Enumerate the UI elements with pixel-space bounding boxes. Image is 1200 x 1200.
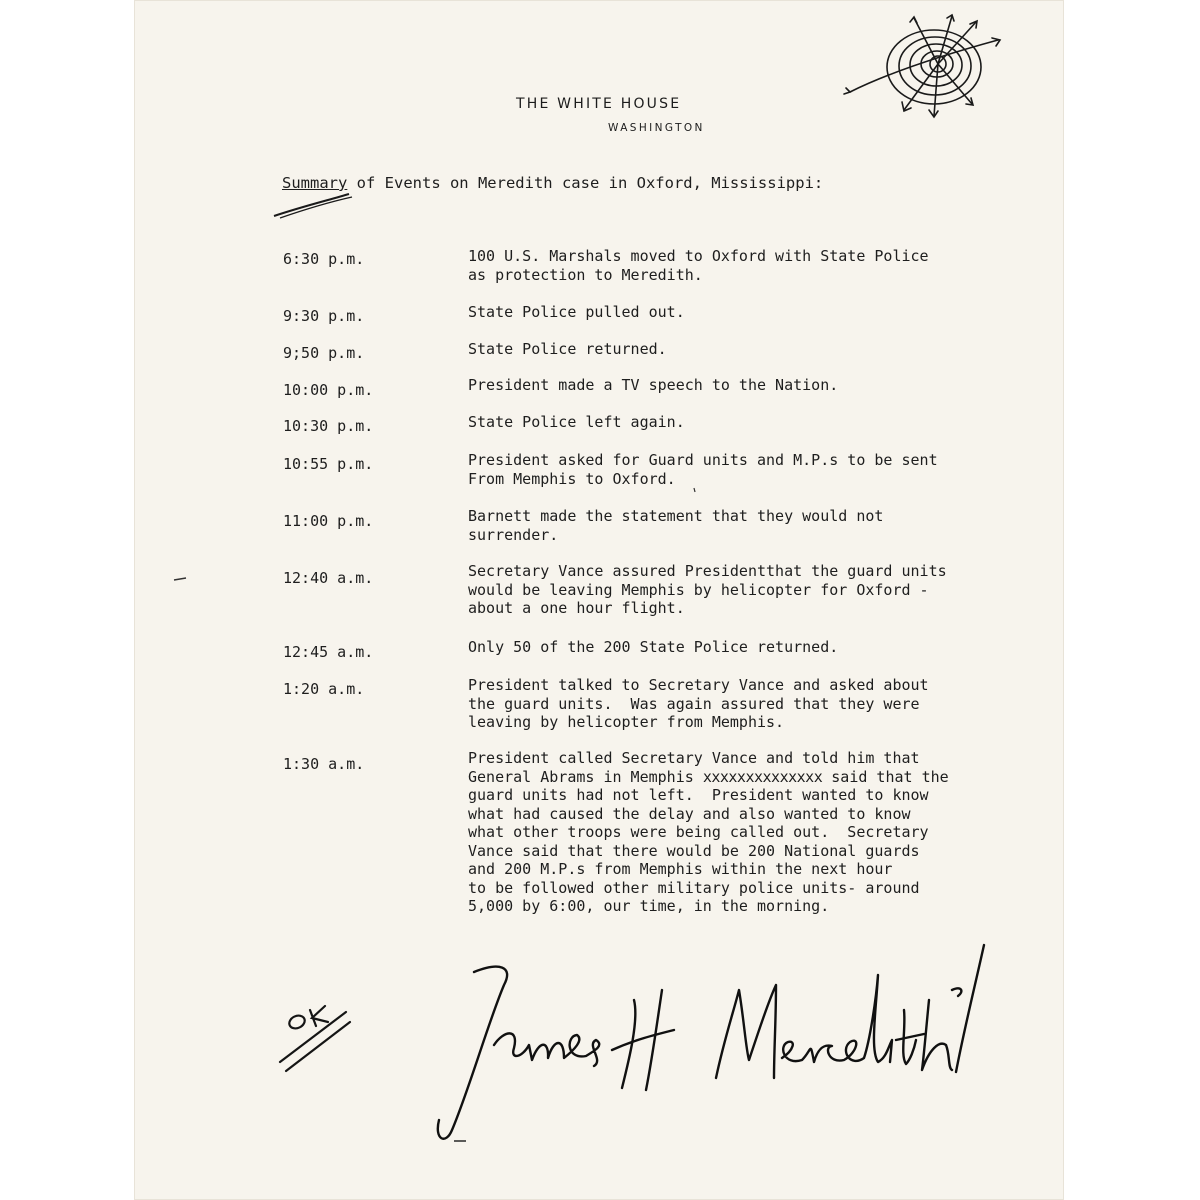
event-line: what other troops were being called out. Secretary <box>468 823 929 841</box>
event-line: President talked to Secretary Vance and asked about <box>468 676 929 694</box>
event-line: President asked for Guard units and M.P.s to be sent <box>468 451 938 469</box>
event-line: Vance said that there would be 200 National guards <box>468 841 920 860</box>
event-line: what had caused the delay and also wanted to know <box>468 804 911 823</box>
event-line: guard units had not left. President wanted to know <box>468 786 929 804</box>
letterhead-title: THE WHITE HOUSE <box>516 96 682 112</box>
event-line: surrender. <box>468 525 559 544</box>
event-line-text: said that the <box>822 767 949 786</box>
stray-marks <box>134 0 1064 1200</box>
event-time: 11:00 p.m. <box>283 512 374 530</box>
event-line: State Police pulled out. <box>468 303 685 321</box>
event-line: as protection to Meredith. <box>468 265 703 284</box>
event-line: State Police left again. <box>468 413 685 431</box>
event-line: State Police returned. <box>468 340 667 358</box>
event-line: President made a TV speech to the Nation. <box>468 376 839 394</box>
event-line: 5,000 by 6:00, our time, in the morning. <box>468 897 830 915</box>
event-line: would be leaving Memphis by helicopter for Oxford - <box>468 580 929 599</box>
event-line: Only 50 of the 200 State Police returned. <box>468 638 839 656</box>
event-line: about a one hour flight. <box>468 599 685 617</box>
letterhead-city: WASHINGTON <box>608 122 705 134</box>
event-time: 10:55 p.m. <box>283 455 374 473</box>
event-line: From Memphis to Oxford. <box>468 469 676 488</box>
event-line: the guard units. Was again assured that they were <box>468 694 920 713</box>
event-line: Secretary Vance assured Presidentthat the guard units <box>468 562 947 580</box>
event-time: 1:20 a.m. <box>283 680 365 698</box>
event-time: 10:30 p.m. <box>283 417 374 435</box>
event-line: and 200 M.P.s from Memphis within the next hour <box>468 860 893 878</box>
event-line-text: General Abrams in Memphis <box>468 767 694 786</box>
event-line: Barnett made the statement that they would not <box>468 507 884 525</box>
event-time: 12:45 a.m. <box>283 643 374 661</box>
event-line: leaving by helicopter from Memphis. <box>468 713 785 731</box>
heading-rest: of Events on Meredith case in Oxford, Mississippi: <box>347 174 824 192</box>
document-page <box>134 0 1064 1200</box>
event-time: 1:30 a.m. <box>283 755 365 773</box>
event-time: 12:40 a.m. <box>283 569 374 587</box>
event-time: 9:30 p.m. <box>283 307 365 325</box>
struck-out-text: xxxxxxxxxxxxxx <box>702 767 823 786</box>
event-line: 100 U.S. Marshals moved to Oxford with State Police <box>468 247 929 265</box>
event-line: to be followed other military police units- around <box>468 878 920 897</box>
event-time: 6:30 p.m. <box>283 250 365 268</box>
event-time: 9;50 p.m. <box>283 344 365 362</box>
event-time: 10:00 p.m. <box>283 381 374 399</box>
event-line: President called Secretary Vance and told him that <box>468 749 920 767</box>
heading-underlined-word: Summary <box>282 174 348 192</box>
